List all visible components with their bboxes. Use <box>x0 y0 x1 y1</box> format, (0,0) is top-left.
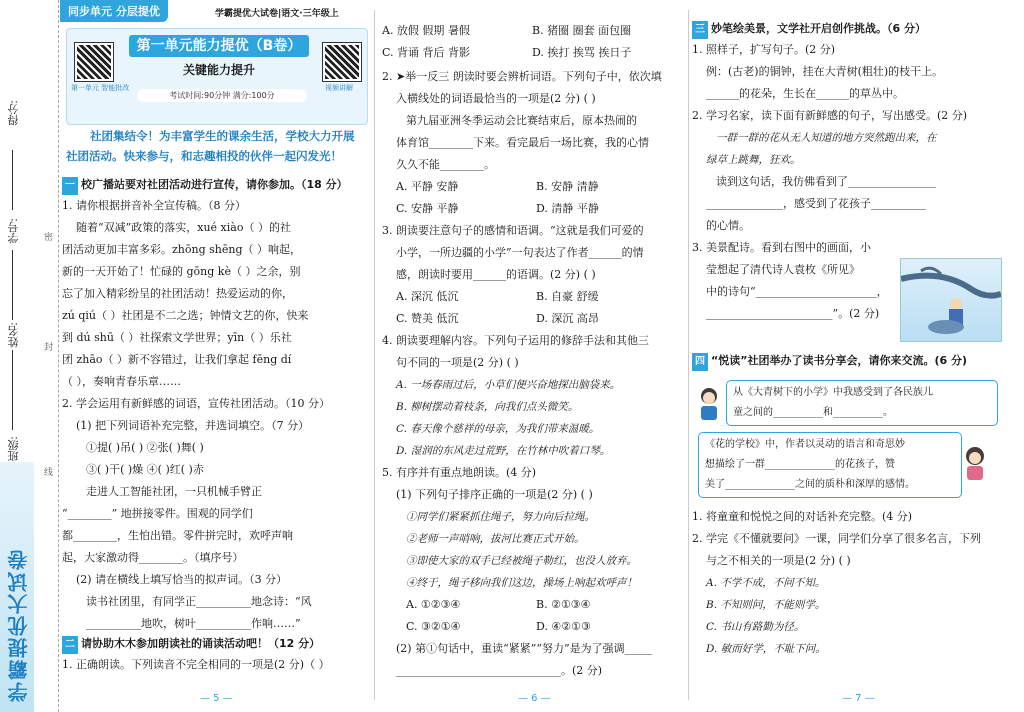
section-1 <box>62 176 370 676</box>
page-5-column <box>60 0 368 712</box>
tree-child-illustration <box>901 259 1001 341</box>
question-text: 3. 朗读要注意句子的感情和语调。“这就是我们可爱的 <box>382 224 644 237</box>
bubble-line[interactable]: 美了______________之间的质朴和深厚的感情。 <box>705 479 915 490</box>
page-number: — 7 — <box>842 693 875 704</box>
column-divider <box>688 10 689 700</box>
unit-subtitle: 关键能力提升 <box>182 63 255 77</box>
name-label: 姓名: <box>7 322 20 348</box>
question-reading-1[interactable]: 1. 正确朗读。下列读音不完全相同的一项是(2 分)（ ） <box>62 658 330 671</box>
bubble-line[interactable]: 想描绘了一群______________的花孩子，赞 <box>705 459 895 470</box>
passage-line[interactable]: 体育馆________下来。看完最后一场比赛，我的心情 <box>396 136 649 149</box>
sub-question[interactable]: (1) 下列句子排序正确的一项是(2 分) ( ) <box>396 488 593 501</box>
intro-text <box>66 126 366 166</box>
option-d[interactable]: D. 深沉 高昂 <box>536 312 599 325</box>
pinyin-line[interactable]: 随着“双减”政策的落实，xué xiào（ ）的社 <box>76 221 291 234</box>
intro-line: 社团集结令！为丰富学生的课余生活，学校大力开展 <box>90 129 355 143</box>
passage-line: 第九届亚洲冬季运动会比赛结束后，原本热闹的 <box>406 114 637 127</box>
series-tab: 同步单元 分层提优 <box>60 0 168 22</box>
pinyin-line[interactable]: （ ），奏响青春乐章…… <box>62 375 181 388</box>
question-text: 5. 有序并有重点地朗读。(4 分) <box>382 466 537 479</box>
unit-banner <box>66 28 368 125</box>
seal-mark-feng: 封 <box>44 343 54 353</box>
question-1-options <box>382 20 684 64</box>
sentence-item: ③即使大家的双手已经被绳子勒红，也没人放弃。 <box>406 555 637 567</box>
section-title: “悦读”社团举办了读书分享会，请你来交流。(6 分) <box>711 354 967 367</box>
question-text: 2. 学习名家，读下面有新鲜感的句子，写出感受。(2 分) <box>692 109 968 122</box>
page-7-column <box>692 0 1010 712</box>
onomatopoeia-fill[interactable]: 读书社团里，有同学正__________地念诗：“风 <box>86 595 312 608</box>
qr-caption-left: 第一单元 智能批改 <box>71 84 130 92</box>
student-avatar-icon <box>962 446 988 480</box>
word-fill[interactable]: ③( )干( )燥 ④( )红( )赤 <box>86 463 204 476</box>
option-d[interactable]: D. 敏而好学，不耻下问。 <box>706 643 826 655</box>
option-a[interactable]: A. 深沉 低沉 <box>396 290 459 303</box>
option-d[interactable]: D. 湿润的东风走过荒野，在竹林中吹着口琴。 <box>396 445 611 457</box>
question-text: 莹想起了清代诗人袁枚《所见》 <box>706 263 860 276</box>
sentence-fill[interactable]: “________” 地拼接零件。围观的同学们 <box>62 507 253 520</box>
sub-question[interactable]: (2) 第①句话中，重读“紧紧”“努力”是为了强调_____ <box>396 642 653 655</box>
question-text: 2. 学完《不懂就要问》一课，同学们分享了很多名言，下列 <box>692 532 981 545</box>
pinyin-line[interactable]: 到 dú shū（ ）社探索文学世界；yīn（ ）乐社 <box>62 331 292 344</box>
binding-sidebar <box>0 0 59 712</box>
option-b[interactable]: B. 自豪 舒缓 <box>536 290 599 303</box>
section-title: 校广播站要对社团活动进行宣传，请你参加。（18 分） <box>81 178 348 191</box>
option-c[interactable]: C. ③②①④ <box>406 620 461 633</box>
option-a[interactable]: A. 不学不成，不问不知。 <box>706 577 826 589</box>
question-1: 1. 请你根据拼音补全宣传稿。（8 分） <box>62 199 246 212</box>
option-c[interactable]: C. 春天像个慈祥的母亲，为我们带来温暖。 <box>396 423 600 435</box>
qr-code-icon[interactable] <box>75 43 113 81</box>
question-text: 1. 照样子，扩写句子。(2 分) <box>692 43 836 56</box>
option-c[interactable]: C. 书山有路勤为径。 <box>706 621 805 633</box>
quote-line: 一群一群的花从无人知道的地方突然跑出来，在 <box>716 132 937 144</box>
book-header: 学霸提优大试卷|语文·三年级上 <box>215 9 339 19</box>
section-number: 一 <box>62 177 78 195</box>
option-b[interactable]: B. 不知则问，不能则学。 <box>706 599 826 611</box>
section-number: 三 <box>692 21 708 39</box>
question-text[interactable]: 小学，一所边疆的小学”一句表达了作者______的情 <box>396 246 644 259</box>
pinyin-line[interactable]: zú qiú（ ）社团是不二之选；钟情文艺的你，快来 <box>62 309 309 322</box>
speech-bubble-tongtong <box>726 380 998 426</box>
option-b[interactable]: B. ②①③④ <box>536 598 591 611</box>
brand-band <box>0 462 34 712</box>
bubble-line[interactable]: 童之间的__________和__________。 <box>733 407 893 418</box>
section-title: 请协助木木参加朗读社的诵读活动吧！（12 分） <box>81 637 321 650</box>
option-b[interactable]: B. 安静 清静 <box>536 180 599 193</box>
quote-line: 绿草上跳舞，狂欢。 <box>706 154 801 166</box>
question-text: 4. 朗读要理解内容。下列句子运用的修辞手法和其他三 <box>382 334 649 347</box>
word-fill[interactable]: ①提( )吊( ) ②张( )舞( ) <box>86 441 204 454</box>
speech-bubble-yueyue <box>698 432 962 498</box>
answer-line[interactable]: ______________________________。(2 分) <box>396 664 603 677</box>
page-number: — 6 — <box>518 693 551 704</box>
id-line <box>12 250 13 320</box>
class-label: 班级: <box>7 436 20 462</box>
section-title: 妙笔绘美景，文学社开启创作挑战。（6 分） <box>711 22 926 35</box>
seal-mark-xian: 线 <box>44 468 54 478</box>
question-text[interactable]: 入横线处的词语最恰当的一项是(2 分) ( ) <box>396 92 596 105</box>
section-number: 二 <box>62 636 78 654</box>
brand-logo: 学霸提优大试卷 <box>7 548 31 702</box>
question-2: 2. 学会运用有新鲜感的词语，宣传社团活动。（10 分） <box>62 397 330 410</box>
answer-line[interactable]: ______的花朵，生长在______的草丛中。 <box>706 87 904 100</box>
section-heading <box>62 176 370 195</box>
student-avatar-icon <box>696 386 722 420</box>
option-d[interactable]: D. ④②①③ <box>536 620 591 633</box>
bubble-line: 《花的学校》中，作者以灵动的语言和奇思妙 <box>705 439 905 450</box>
score-label: 得分: <box>7 100 20 126</box>
section-4 <box>692 352 1010 371</box>
poem-illustration <box>900 258 1002 342</box>
question-2 <box>382 66 684 682</box>
id-label: 学号: <box>7 218 20 244</box>
question-text: 1. 将童童和悦悦之间的对话补充完整。(4 分) <box>692 510 913 523</box>
option-c[interactable]: C. 背诵 背后 背影 <box>382 46 471 59</box>
answer-line[interactable]: _______________________”。(2 分) <box>706 307 880 320</box>
option-d[interactable]: D. 挨打 挨骂 挨日子 <box>532 46 632 59</box>
unit-title: 第一单元能力提优（B卷） <box>129 35 309 57</box>
column-divider <box>374 10 375 700</box>
section-heading <box>62 635 370 654</box>
answer-line: 的心情。 <box>706 219 750 232</box>
question-text[interactable]: 感，朗读时要用______的语调。(2 分) ( ) <box>396 268 596 281</box>
answer-line[interactable]: 中的诗句“______________________， <box>706 285 888 298</box>
bubble-line: 从《大青树下的小学》中我感受到了各民族儿 <box>733 387 933 398</box>
option-d[interactable]: D. 清静 平静 <box>536 202 599 215</box>
answer-line[interactable]: 读到这句话，我仿佛看到了________________ <box>716 175 936 188</box>
passage-line[interactable]: 久久不能________。 <box>396 158 495 171</box>
sentence-fill[interactable]: 起，大家激动得________。（填序号） <box>62 551 244 564</box>
question-text: 3. 美景配诗。看到右图中的画面，小 <box>692 241 871 254</box>
answer-line[interactable]: ______________，感受到了花孩子__________ <box>706 197 926 210</box>
sentence-item: ①同学们紧紧抓住绳子，努力向后拉绳。 <box>406 511 595 523</box>
question-text[interactable]: 与之不相关的一项是(2 分) ( ) <box>706 554 851 567</box>
section-number: 四 <box>692 353 708 371</box>
section-heading <box>692 352 1010 371</box>
section-heading <box>692 20 1010 39</box>
score-line <box>12 150 13 210</box>
seal-mark-mi: 密 <box>44 233 54 243</box>
sentence-fill[interactable]: 都________，生怕出错。零件拼完时，欢呼声响 <box>62 529 293 542</box>
qr-code-icon[interactable] <box>323 43 361 81</box>
sentence-fill: 走进人工智能社团，一只机械手臂正 <box>86 485 262 498</box>
sub-question: (2) 请在横线上填写恰当的拟声词。（3 分） <box>76 573 288 586</box>
section-4-questions <box>692 506 1010 660</box>
option-c[interactable]: C. 赞美 低沉 <box>396 312 459 325</box>
option-b[interactable]: B. 柳树摆动着枝条，向我们点头微笑。 <box>396 401 579 413</box>
option-a[interactable]: A. ①②③④ <box>406 598 461 611</box>
pinyin-line[interactable]: 新的一天开始了！忙碌的 gōng kè（ ）之余，别 <box>62 265 301 278</box>
sentence-item: ②老师一声哨响，拔河比赛正式开始。 <box>406 533 585 545</box>
intro-line: 社团活动。快来参与，和志趣相投的伙伴一起闪发光！ <box>66 149 342 163</box>
question-text[interactable]: 句不同的一项是(2 分) ( ) <box>396 356 519 369</box>
pinyin-line[interactable]: 团 zhāo（ ）新不容错过，让我们拿起 fēng dí <box>62 353 292 366</box>
pinyin-line: 忘了加入精彩纷呈的社团活动！热爱运动的你， <box>62 287 293 300</box>
option-b[interactable]: B. 猪圈 圈套 面包圈 <box>532 24 632 37</box>
example-line: 例：(古老)的铜钟，挂在大青树(粗壮)的枝干上。 <box>706 65 944 78</box>
question-text: 2. ➤举一反三 朗读时要会辨析词语。下列句子中，依次填 <box>382 70 662 83</box>
exam-meta: 考试时间:90分钟 满分:100分 <box>137 89 307 102</box>
option-a[interactable]: A. 一场春雨过后，小草们便兴奋地探出脑袋来。 <box>396 379 621 391</box>
name-line <box>12 350 13 430</box>
page-6-column <box>382 0 684 712</box>
option-a[interactable]: A. 平静 安静 <box>396 180 459 193</box>
pinyin-line[interactable]: 团活动更加丰富多彩。zhōng shēng（ ）响起， <box>62 243 301 256</box>
sentence-item: ④终于，绳子移向我们这边，操场上响起欢呼声！ <box>406 577 637 589</box>
onomatopoeia-fill[interactable]: __________地吹，树叶__________作响……” <box>86 617 301 630</box>
sub-question: (1) 把下列词语补充完整，并选词填空。（7 分） <box>76 419 310 432</box>
page-number: — 5 — <box>200 693 233 704</box>
qr-caption-right: 视频讲解 <box>325 84 353 92</box>
option-a[interactable]: A. 放假 假期 暑假 <box>382 24 470 37</box>
option-c[interactable]: C. 安静 平静 <box>396 202 459 215</box>
